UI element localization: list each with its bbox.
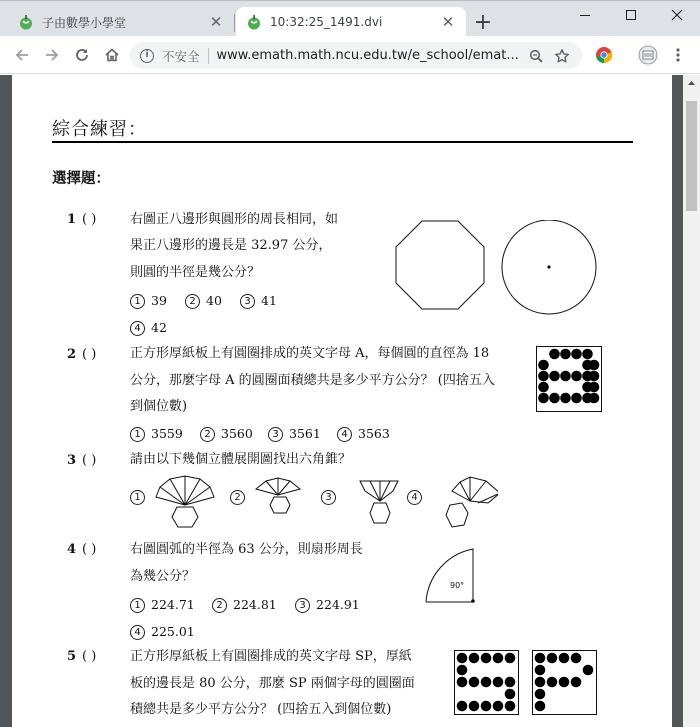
more-vertical-icon [675,47,681,63]
letters-sp-circles-figure [454,650,602,720]
answer-blank: ( ) [82,212,97,227]
option-3: 3 41 [240,293,277,309]
answer-blank: ( ) [82,347,97,362]
answer-blank: ( ) [82,453,97,468]
question-text: 果正八邊形的邊長是 32.97 公分， [130,238,332,253]
net-option-4 [446,477,498,527]
question-text: 積總共是多少平方公分？ (四捨五入到個位數) [130,702,392,717]
scroll-up-arrow-icon[interactable] [683,75,700,92]
circle-grid [538,349,599,404]
option-1: 1 39 [130,293,167,309]
circle-center-dot [547,265,550,268]
profile-button[interactable] [636,43,660,67]
option-2: 2 3560 [200,426,253,442]
net-option-3 [360,481,398,523]
tab-separator [234,14,235,32]
security-status[interactable]: 不安全 [162,48,200,64]
question-text: 請由以下幾個立體展開圖找出六角錐？ [130,452,352,467]
option-3-marker: 3 [321,490,336,505]
document-viewport [0,75,700,727]
letter-s-circles [457,653,516,712]
tab-close-icon[interactable]: ✕ [209,13,223,31]
divider [208,48,209,64]
net-option-2 [256,478,300,513]
question-text: 正方形厚紙板上有圓圈排成的英文字母 A，每個圓的直徑為 18 [130,346,490,361]
tab-strip [0,0,700,36]
octagon-circle-figure [390,220,610,320]
avatar-icon [638,45,658,65]
bookmark-star-icon[interactable] [552,46,572,66]
vertical-scrollbar[interactable] [683,75,700,727]
octagon-shape [396,221,484,309]
question-number: 1 [67,212,77,227]
sector-figure [422,545,490,607]
option-3: 3 224.91 [295,597,360,613]
scrollbar-thumb[interactable] [686,101,697,211]
close-window-button[interactable] [654,4,700,28]
home-icon [104,47,120,63]
new-tab-button[interactable]: + [473,10,493,35]
close-icon [671,9,683,21]
subsection-title: 選擇題： [52,170,110,187]
tab-zyou-math[interactable] [8,7,234,37]
arrow-right-icon [44,47,60,63]
maximize-button[interactable] [608,4,654,28]
apple-favicon-icon [18,14,34,30]
reload-icon [74,47,90,63]
option-4: 4 42 [130,320,167,336]
option-2: 2 40 [185,293,222,309]
option-4: 4 3563 [337,426,390,442]
angle-label: 90° [450,581,465,590]
question-number: 2 [67,347,77,362]
option-1: 1 3559 [130,426,183,442]
zoom-icon[interactable] [526,46,546,66]
reload-button[interactable] [70,43,94,67]
title-rule [52,141,633,143]
question-text: 則圓的半徑是幾公分？ [130,265,261,280]
forward-button[interactable] [40,43,64,67]
question-text: 右圖圓弧的半徑為 63 公分，則扇形周長 [130,542,363,557]
address-bar[interactable] [130,42,582,69]
minimize-button[interactable] [562,4,608,28]
answer-blank: ( ) [82,649,97,664]
tab-dvi-document[interactable] [236,7,466,37]
menu-button[interactable] [666,43,690,67]
chrome-extension-button[interactable] [592,43,616,67]
option-2-marker: 2 [230,490,245,505]
minimize-icon [579,9,591,21]
chrome-logo-icon [595,46,613,64]
option-1: 1 224.71 [130,597,195,613]
letter-a-circles-figure [536,346,602,412]
sector-shape [426,549,473,602]
option-1-marker: 1 [130,490,145,505]
option-2: 2 224.81 [212,597,277,613]
question-number: 5 [67,649,77,664]
answer-blank: ( ) [82,542,97,557]
info-icon[interactable]: i [140,49,154,63]
section-title: 綜合練習： [52,119,147,140]
maximize-icon [625,9,637,21]
question-text: 右圖正八邊形與圓形的周長相同，如 [130,212,339,227]
home-button[interactable] [100,43,124,67]
apple-favicon-icon [246,14,262,30]
document-page [12,75,672,727]
browser-toolbar [0,36,700,74]
question-number: 4 [67,542,77,557]
tab-title: 10:32:25_1491.dvi [270,15,383,29]
net-option-1 [156,476,214,527]
question-text: 公分，那麼字母 A 的圓圈面積總共是多少平方公分？ (四捨五入 [130,373,495,388]
option-4-marker: 4 [407,490,422,505]
url-text[interactable]: www.emath.math.ncu.edu.tw/e_school/emat... [216,48,519,63]
option-3: 3 3561 [268,426,321,442]
option-4: 4 225.01 [130,624,195,640]
pyramid-nets-figure [148,475,498,533]
letter-p-circles [535,653,594,712]
question-text: 到個位數) [130,399,188,414]
tab-close-icon[interactable]: ✕ [441,13,455,31]
question-number: 3 [67,453,77,468]
sector-center-dot [471,599,475,603]
back-button[interactable] [10,43,34,67]
question-text: 正方形厚紙板上有圓圈排成的英文字母 SP，厚紙 [130,649,412,664]
tab-title: 子由數學小學堂 [42,15,127,30]
question-text: 板的邊長是 80 公分，那麼 SP 兩個字母的圓圈面 [130,676,415,691]
question-text: 為幾公分？ [130,569,196,584]
arrow-left-icon [14,47,30,63]
